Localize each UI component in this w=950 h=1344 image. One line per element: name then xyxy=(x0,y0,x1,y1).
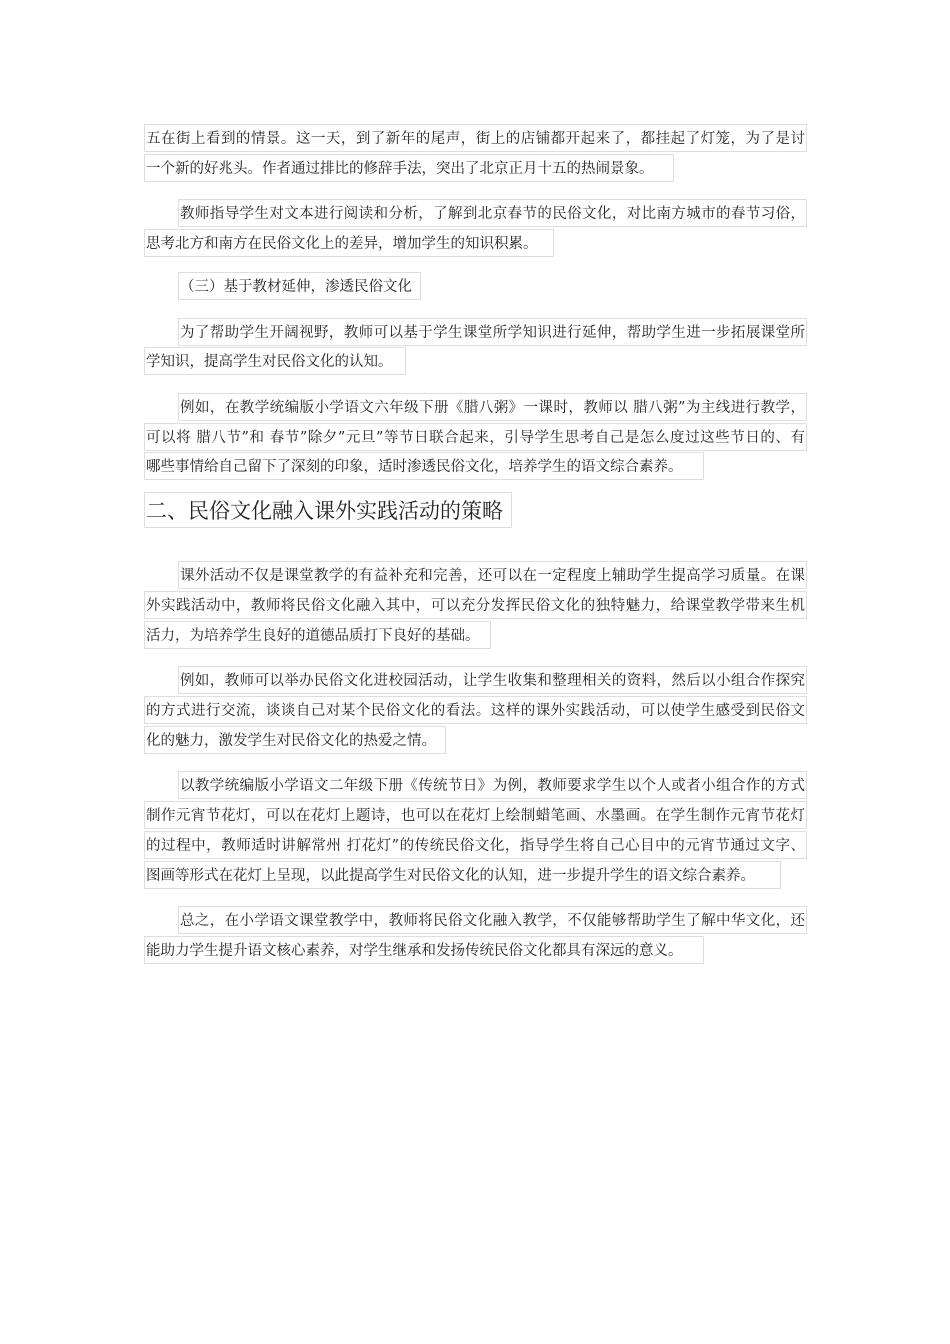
paragraph-line: 例如，在教学统编版小学语文六年级下册《腊八粥》一课时，教师以 腊八粥”为主线进行教学， xyxy=(178,393,807,421)
paragraph-line: 制作元宵节花灯，可以在花灯上题诗，也可以在花灯上绘制蜡笔画、水墨画。在学生制作元宵节花灯 xyxy=(144,801,807,829)
paragraph-line: 五在街上看到的情景。这一天，到了新年的尾声，街上的店铺都开起来了，都挂起了灯笼，为了是讨 xyxy=(144,124,807,152)
paragraph-line: 思考北方和南方在民俗文化上的差异，增加学生的知识积累。 xyxy=(144,229,554,257)
paragraph-line: 总之，在小学语文课堂教学中，教师将民俗文化融入教学，不仅能够帮助学生了解中华文化，还 xyxy=(178,906,807,934)
section-subheading: （三）基于教材延伸，渗透民俗文化 xyxy=(178,272,421,300)
paragraph-line: 活力，为培养学生良好的道德品质打下良好的基础。 xyxy=(144,621,491,649)
paragraph-line: 的方式进行交流，谈谈自己对某个民俗文化的看法。这样的课外实践活动，可以使学生感受到民俗文 xyxy=(144,696,807,724)
paragraph-line: 图画等形式在花灯上呈现，以此提高学生对民俗文化的认知，进一步提升学生的语文综合素养。 xyxy=(144,861,781,889)
paragraph-line: 学知识，提高学生对民俗文化的认知。 xyxy=(144,347,406,375)
paragraph-line: 外实践活动中，教师将民俗文化融入其中，可以充分发挥民俗文化的独特魅力，给课堂教学带来生机 xyxy=(144,591,807,619)
paragraph-line: 为了帮助学生开阔视野，教师可以基于学生课堂所学知识进行延伸，帮助学生进一步拓展课堂所 xyxy=(178,318,807,346)
paragraph-line: 哪些事情给自己留下了深刻的印象，适时渗透民俗文化，培养学生的语文综合素养。 xyxy=(144,452,704,480)
paragraph-line: 例如，教师可以举办民俗文化进校园活动，让学生收集和整理相关的资料，然后以小组合作探究 xyxy=(178,666,807,694)
paragraph-line: 化的魅力，激发学生对民俗文化的热爱之情。 xyxy=(144,726,446,754)
paragraph-line: 一个新的好兆头。作者通过排比的修辞手法，突出了北京正月十五的热闹景象。 xyxy=(144,154,674,182)
paragraph-line: 的过程中，教师适时讲解常州 打花灯”的传统民俗文化，指导学生将自己心目中的元宵节通过文字、 xyxy=(144,831,807,859)
paragraph-line: 教师指导学生对文本进行阅读和分析，了解到北京春节的民俗文化，对比南方城市的春节习俗， xyxy=(178,199,807,227)
paragraph-line: 可以将 腊八节”和 春节”除夕”元旦”等节日联合起来，引导学生思考自己是怎么度过这些节日的、有 xyxy=(144,423,807,451)
paragraph-line: 能助力学生提升语文核心素养，对学生继承和发扬传统民俗文化都具有深远的意义。 xyxy=(144,936,704,964)
paragraph-line: 课外活动不仅是课堂教学的有益补充和完善，还可以在一定程度上辅助学生提高学习质量。在课 xyxy=(178,561,807,589)
section-heading: 二、民俗文化融入课外实践活动的策略 xyxy=(144,492,512,528)
paragraph-line: 以教学统编版小学语文二年级下册《传统节日》为例，教师要求学生以个人或者小组合作的方式 xyxy=(178,771,807,799)
